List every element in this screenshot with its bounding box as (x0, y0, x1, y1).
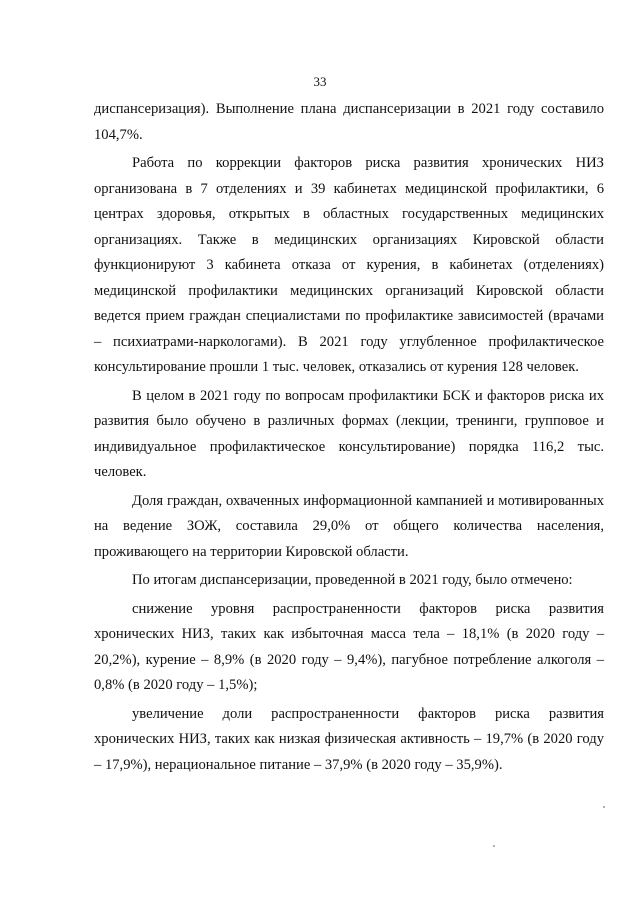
page-number: 33 (313, 74, 327, 89)
paragraph-6: снижение уровня распространенности факторов риска развития хронических НИЗ, таких как избыточная масса тела – 18,1% (в 2020 году – 20,2%), курение – 8,9% (в 2020 году – 9,4%), пагубное потребление алкоголя – 0,8% (в 2020 году – 1,5%); (94, 600, 604, 693)
paragraph-7: увеличение доли распространенности факторов риска развития хронических НИЗ, таких как низкая физическая активность – 19,7% (в 2020 году – 17,9%), нерациональное питание – 37,9% (в 2020 году – 35,9%). (94, 705, 604, 773)
document-body (94, 97, 604, 781)
paragraph-5: По итогам диспансеризации, проведенной в 2021 году, было отмечено: (132, 572, 573, 588)
paragraph-1: диспансеризация). Выполнение плана диспансеризации в 2021 году составило 104,7%. (94, 101, 604, 143)
scan-speck (493, 845, 495, 847)
paragraph-3: В целом в 2021 году по вопросам профилактики БСК и факторов риска их развития было обучено в различных формах (лекции, тренинги, групповое и индивидуальное профилактическое консультирование) порядка 116,2 тыс. человек. (94, 387, 604, 480)
paragraph-4: Доля граждан, охваченных информационной кампанией и мотивированных на ведение ЗОЖ, составила 29,0% от общего количества населения, проживающего на территории Кировской области. (94, 492, 604, 560)
paragraph-2: Работа по коррекции факторов риска развития хронических НИЗ организована в 7 отделениях и 39 кабинетах медицинской профилактики, 6 центрах здоровья, открытых в областных государственных медицинских организациях. Также в медицинских организациях Кировской области функционируют 3 кабинета отказа от курения, в кабинетах (отделениях) медицинской профилактики медицинских организаций Кировской области ведется прием граждан специалистами по профилактике зависимостей (врачами – психиатрами-наркологами). В 2021 году углубленное профилактическое консультирование прошли 1 тыс. человек, отказались от курения 128 человек. (94, 155, 604, 375)
scan-speck (603, 806, 605, 808)
